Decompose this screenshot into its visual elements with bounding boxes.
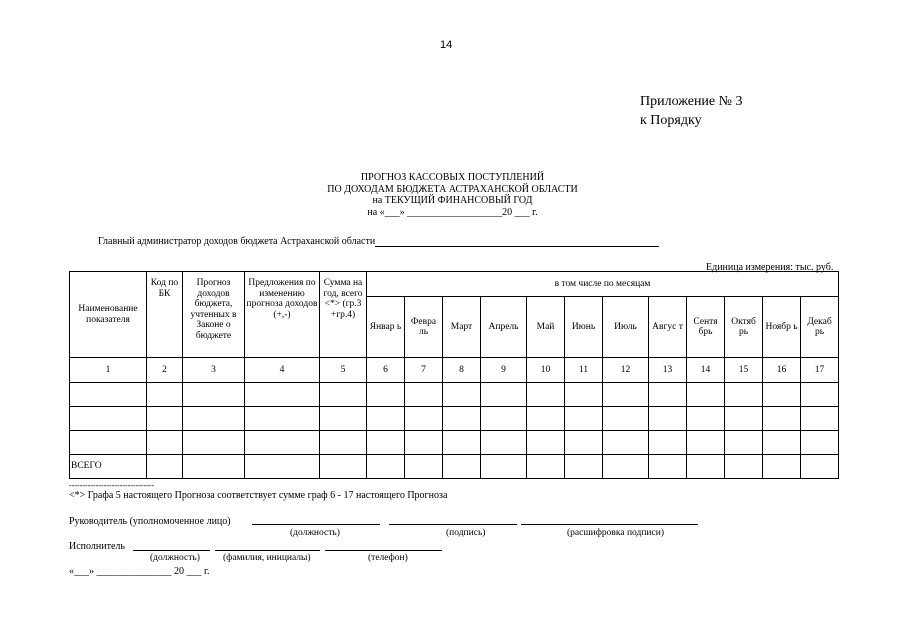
table-cell[interactable] [801,431,839,455]
table-cell[interactable] [565,407,603,431]
title-line-1: ПРОГНОЗ КАССОВЫХ ПОСТУПЛЕНИЙ [360,172,545,183]
header-name: Наименование показателя [70,272,147,358]
appendix-line-2: к Порядку [640,113,702,128]
unit-label: Единица измерения: тыс. руб. [706,262,834,273]
footnote-separator: -------------------------------- [69,481,155,490]
header-forecast: Прогноз доходов бюджета, учтенных в Законе о бюджете [183,272,245,358]
table-cell[interactable] [367,431,405,455]
title-line-4: на «___» ___________________20 ___ г. [367,206,538,218]
total-cell[interactable] [405,455,443,479]
total-cell[interactable] [801,455,839,479]
executor-position-line [133,550,210,551]
table-cell[interactable] [687,431,725,455]
table-cell[interactable] [183,431,245,455]
table-cell[interactable] [70,431,147,455]
table-cell[interactable] [527,407,565,431]
appendix-heading [640,92,743,130]
table-cell[interactable] [527,431,565,455]
total-cell[interactable] [687,455,725,479]
table-cell[interactable] [725,383,763,407]
total-cell[interactable] [245,455,320,479]
head-decoding-line [521,524,698,525]
table-cell[interactable] [725,431,763,455]
header-month: Авгус т [649,297,687,358]
table-row [70,407,839,431]
table-cell[interactable] [603,383,649,407]
column-number: 3 [183,358,245,383]
document-title [250,172,655,218]
total-cell[interactable] [367,455,405,479]
total-label: ВСЕГО [70,455,147,479]
table-cell[interactable] [481,431,527,455]
header-month: Июнь [565,297,603,358]
table-cell[interactable] [649,383,687,407]
caption-decoding: (расшифровка подписи) [567,528,664,538]
admin-row [98,236,659,247]
caption-phone: (телефон) [368,553,408,563]
appendix-line-1: Приложение № 3 [640,94,743,109]
total-row [70,455,839,479]
column-number: 13 [649,358,687,383]
column-number: 12 [603,358,649,383]
table-cell[interactable] [603,431,649,455]
executor-name-line [215,550,320,551]
admin-blank-line [375,236,659,247]
table-cell[interactable] [603,407,649,431]
table-cell[interactable] [320,383,367,407]
table-cell[interactable] [801,407,839,431]
column-number: 11 [565,358,603,383]
header-month: Сентя брь [687,297,725,358]
table-cell[interactable] [367,383,405,407]
table-cell[interactable] [565,431,603,455]
table-cell[interactable] [147,383,183,407]
column-number: 14 [687,358,725,383]
table-cell[interactable] [183,383,245,407]
column-number: 9 [481,358,527,383]
table-cell[interactable] [405,407,443,431]
total-cell[interactable] [183,455,245,479]
column-number: 16 [763,358,801,383]
header-month: Январ ь [367,297,405,358]
table-cell[interactable] [527,383,565,407]
table-cell[interactable] [70,407,147,431]
table-cell[interactable] [763,407,801,431]
page-number: 14 [440,39,453,51]
table-cell[interactable] [245,407,320,431]
table-cell[interactable] [649,407,687,431]
header-month: Май [527,297,565,358]
head-label: Руководитель (уполномоченное лицо) [69,516,231,527]
table-cell[interactable] [405,431,443,455]
date-line: «___» _______________ 20 ___ г. [69,566,210,577]
admin-label: Главный администратор доходов бюджета Астраханской области [98,236,376,247]
header-proposals: Предложения по изменению прогноза доходов (+,-) [245,272,320,358]
header-month: Ноябр ь [763,297,801,358]
caption-signature: (подпись) [446,528,486,538]
column-number: 1 [70,358,147,383]
column-number: 2 [147,358,183,383]
head-signature-line [389,524,517,525]
table-cell[interactable] [649,431,687,455]
table-cell[interactable] [70,383,147,407]
header-month: Июль [603,297,649,358]
table-cell[interactable] [245,431,320,455]
total-cell[interactable] [763,455,801,479]
table-cell[interactable] [147,407,183,431]
footnote: <*> Графа 5 настоящего Прогноза соответствует сумме граф 6 - 17 настоящего Прогноза [69,490,448,501]
table-cell[interactable] [763,383,801,407]
table-cell[interactable] [763,431,801,455]
table-cell[interactable] [725,407,763,431]
column-number: 10 [527,358,565,383]
column-number: 7 [405,358,443,383]
total-cell[interactable] [565,455,603,479]
table-cell[interactable] [367,407,405,431]
executor-phone-line [325,550,442,551]
header-sum: Сумма на год, всего <*> (гр.3 +гр.4) [320,272,367,358]
table-row [70,431,839,455]
table-cell[interactable] [687,407,725,431]
table-cell[interactable] [443,431,481,455]
column-number: 17 [801,358,839,383]
total-cell[interactable] [481,455,527,479]
total-cell[interactable] [443,455,481,479]
total-cell[interactable] [527,455,565,479]
header-month: Март [443,297,481,358]
total-cell[interactable] [603,455,649,479]
table-cell[interactable] [801,383,839,407]
total-cell[interactable] [147,455,183,479]
header-month: Октяб рь [725,297,763,358]
table-cell[interactable] [687,383,725,407]
caption-position-2: (должность) [150,553,200,563]
header-month: Апрель [481,297,527,358]
table-cell[interactable] [405,383,443,407]
forecast-table [69,271,839,479]
column-number: 4 [245,358,320,383]
column-number: 15 [725,358,763,383]
table-row [70,383,839,407]
table-cell[interactable] [320,431,367,455]
title-line-2: ПО ДОХОДАМ БЮДЖЕТА АСТРАХАНСКОЙ ОБЛАСТИ [327,183,578,195]
head-position-line [252,524,380,525]
column-number: 5 [320,358,367,383]
caption-position: (должность) [290,528,340,538]
table-cell[interactable] [481,407,527,431]
title-line-3: на ТЕКУЩИЙ ФИНАНСОВЫЙ ГОД [372,195,533,206]
table-cell[interactable] [565,383,603,407]
table-cell[interactable] [245,383,320,407]
table-cell[interactable] [481,383,527,407]
table-cell[interactable] [147,431,183,455]
table-cell[interactable] [320,407,367,431]
header-month: Декаб рь [801,297,839,358]
table-cell[interactable] [443,407,481,431]
header-months-group: в том числе по месяцам [367,272,839,297]
column-number: 8 [443,358,481,383]
table-cell[interactable] [443,383,481,407]
header-month: Февра ль [405,297,443,358]
caption-name: (фамилия, инициалы) [223,553,311,563]
total-cell[interactable] [320,455,367,479]
column-number: 6 [367,358,405,383]
executor-label: Исполнитель [69,541,125,552]
table-cell[interactable] [183,407,245,431]
header-code: Код по БК [147,272,183,358]
total-cell[interactable] [725,455,763,479]
total-cell[interactable] [649,455,687,479]
